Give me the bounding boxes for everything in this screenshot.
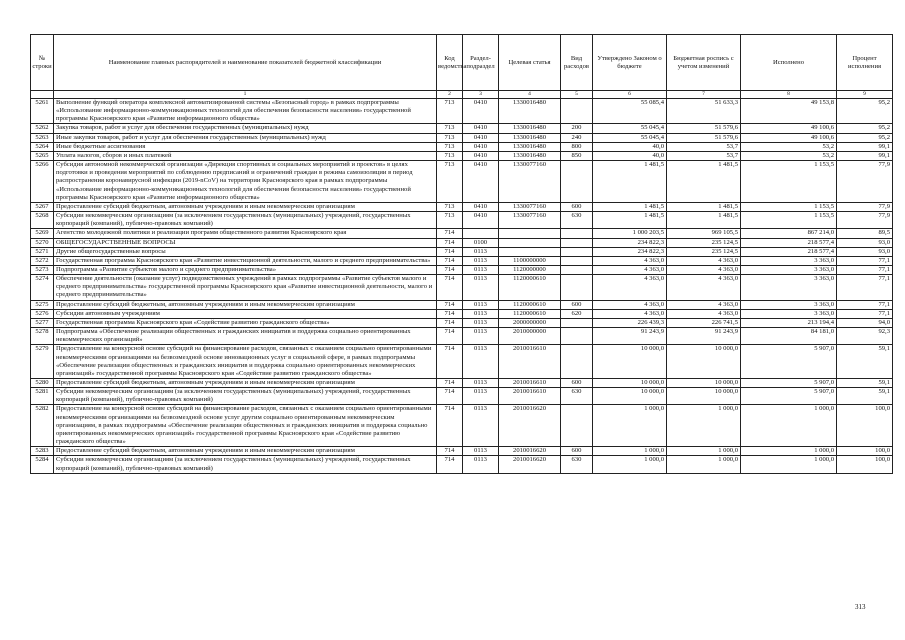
schedule-amount-cell: 4 363,0 xyxy=(667,309,741,318)
execution-percent-cell: 95,2 xyxy=(837,124,893,133)
execution-percent-cell: 77,9 xyxy=(837,161,893,203)
department-code-cell: 714 xyxy=(437,275,463,300)
execution-percent-cell: 93,0 xyxy=(837,247,893,256)
schedule-amount-cell: 10 000,0 xyxy=(667,345,741,379)
header-executed: Исполнено xyxy=(741,35,837,91)
approved-amount-cell: 1 000,0 xyxy=(593,405,667,447)
expense-type-cell xyxy=(561,99,593,124)
section-code-cell: 0113 xyxy=(463,265,499,274)
table-row xyxy=(31,212,893,229)
section-code-cell: 0113 xyxy=(463,318,499,327)
indicator-name-cell: Субсидии автономным учреждениям xyxy=(54,309,437,318)
department-code-cell: 713 xyxy=(437,202,463,211)
expense-type-cell xyxy=(561,405,593,447)
department-code-cell: 714 xyxy=(437,447,463,456)
row-number-cell: 5277 xyxy=(31,318,54,327)
department-code-cell: 714 xyxy=(437,300,463,309)
approved-amount-cell: 55 085,4 xyxy=(593,99,667,124)
header-name: Наименование главных распорядителей и наименование показателей бюджетной классификации xyxy=(54,35,437,91)
row-number-cell: 5267 xyxy=(31,202,54,211)
department-code-cell: 714 xyxy=(437,309,463,318)
approved-amount-cell: 4 363,0 xyxy=(593,300,667,309)
indicator-name-cell: Закупка товаров, работ и услуг для обеспечения государственных (муниципальных) нужд xyxy=(54,124,437,133)
indicator-name-cell: Государственная программа Красноярского края «Развитие инвестиционной деятельности, малого и среднего предпринимательства» xyxy=(54,256,437,265)
expense-type-cell xyxy=(561,161,593,203)
indicator-name-cell: ОБЩЕГОСУДАРСТВЕННЫЕ ВОПРОСЫ xyxy=(54,238,437,247)
approved-amount-cell: 1 000,0 xyxy=(593,447,667,456)
department-code-cell: 713 xyxy=(437,212,463,229)
header-target-article: Целевая статья xyxy=(499,35,561,91)
row-number-cell: 5270 xyxy=(31,238,54,247)
section-code-cell: 0410 xyxy=(463,161,499,203)
department-code-cell: 714 xyxy=(437,388,463,405)
schedule-amount-cell: 51 579,6 xyxy=(667,133,741,142)
target-article-cell: 1120000610 xyxy=(499,275,561,300)
approved-amount-cell: 55 045,4 xyxy=(593,124,667,133)
section-code-cell: 0113 xyxy=(463,328,499,345)
row-number-cell: 5278 xyxy=(31,328,54,345)
schedule-amount-cell: 1 000,0 xyxy=(667,405,741,447)
target-article-cell: 2010016610 xyxy=(499,388,561,405)
schedule-amount-cell: 4 363,0 xyxy=(667,256,741,265)
target-article-cell: 1330077160 xyxy=(499,161,561,203)
target-article-cell: 2010016620 xyxy=(499,447,561,456)
table-row xyxy=(31,202,893,211)
target-article-cell: 1330077160 xyxy=(499,202,561,211)
execution-percent-cell: 77,9 xyxy=(837,202,893,211)
expense-type-cell: 630 xyxy=(561,212,593,229)
row-number-cell: 5261 xyxy=(31,99,54,124)
table-row xyxy=(31,256,893,265)
executed-amount-cell: 3 363,0 xyxy=(741,275,837,300)
header-row-number: № строки xyxy=(31,35,54,91)
table-row xyxy=(31,142,893,151)
approved-amount-cell: 40,0 xyxy=(593,142,667,151)
section-code-cell: 0410 xyxy=(463,202,499,211)
column-number: 7 xyxy=(667,91,741,99)
row-number-cell: 5269 xyxy=(31,229,54,238)
executed-amount-cell: 1 153,5 xyxy=(741,202,837,211)
indicator-name-cell: Субсидия автономной некоммерческой организации «Дирекция спортивных и социальных мероприятий и проектов» в целях подготовки и проведения мероприятий по соблюдению предписаний и ограничений граждан в режима самоизоляции в период распространения коронавирусной инфекции (2019-nCoV) на территории Красноярского края в рамках подпрограммы «Использование информационно-коммуникационных технологий для обеспечения безопасности населения» государственной программы Красноярского края «Развитие информационного общества» xyxy=(54,161,437,203)
schedule-amount-cell: 10 000,0 xyxy=(667,388,741,405)
target-article-cell: 2000000000 xyxy=(499,318,561,327)
executed-amount-cell: 3 363,0 xyxy=(741,309,837,318)
schedule-amount-cell: 4 363,0 xyxy=(667,265,741,274)
executed-amount-cell: 49 153,8 xyxy=(741,99,837,124)
budget-table xyxy=(30,34,893,474)
approved-amount-cell: 226 439,3 xyxy=(593,318,667,327)
indicator-name-cell: Иные бюджетные ассигнования xyxy=(54,142,437,151)
expense-type-cell xyxy=(561,229,593,238)
execution-percent-cell: 59,1 xyxy=(837,379,893,388)
indicator-name-cell: Предоставление субсидий бюджетным, автономным учреждениям и иным некоммерческим организациям xyxy=(54,447,437,456)
execution-percent-cell: 94,0 xyxy=(837,318,893,327)
executed-amount-cell: 3 363,0 xyxy=(741,256,837,265)
section-code-cell: 0113 xyxy=(463,447,499,456)
execution-percent-cell: 89,5 xyxy=(837,229,893,238)
expense-type-cell: 200 xyxy=(561,124,593,133)
row-number-cell: 5273 xyxy=(31,265,54,274)
execution-percent-cell: 77,1 xyxy=(837,300,893,309)
section-code-cell: 0113 xyxy=(463,405,499,447)
approved-amount-cell: 10 000,0 xyxy=(593,379,667,388)
expense-type-cell: 850 xyxy=(561,151,593,160)
execution-percent-cell: 93,0 xyxy=(837,238,893,247)
section-code-cell: 0410 xyxy=(463,99,499,124)
execution-percent-cell: 77,1 xyxy=(837,309,893,318)
expense-type-cell: 600 xyxy=(561,379,593,388)
expense-type-cell xyxy=(561,256,593,265)
schedule-amount-cell: 10 000,0 xyxy=(667,379,741,388)
approved-amount-cell: 4 363,0 xyxy=(593,275,667,300)
section-code-cell: 0113 xyxy=(463,247,499,256)
department-code-cell: 713 xyxy=(437,161,463,203)
execution-percent-cell: 100,0 xyxy=(837,456,893,473)
row-number-cell: 5262 xyxy=(31,124,54,133)
execution-percent-cell: 77,1 xyxy=(837,256,893,265)
indicator-name-cell: Иные закупки товаров, работ и услуг для обеспечения государственных (муниципальных) нужд xyxy=(54,133,437,142)
column-number: 5 xyxy=(561,91,593,99)
executed-amount-cell: 218 577,4 xyxy=(741,238,837,247)
target-article-cell: 1330016480 xyxy=(499,142,561,151)
approved-amount-cell: 1 481,5 xyxy=(593,212,667,229)
executed-amount-cell: 218 577,4 xyxy=(741,247,837,256)
schedule-amount-cell: 969 105,5 xyxy=(667,229,741,238)
row-number-cell: 5264 xyxy=(31,142,54,151)
table-row xyxy=(31,447,893,456)
indicator-name-cell: Предоставление субсидий бюджетным, автономным учреждениям и иным некоммерческим организациям xyxy=(54,300,437,309)
section-code-cell: 0410 xyxy=(463,124,499,133)
table-row xyxy=(31,275,893,300)
target-article-cell: 1120000610 xyxy=(499,300,561,309)
department-code-cell: 713 xyxy=(437,142,463,151)
target-article-cell: 1330016480 xyxy=(499,133,561,142)
execution-percent-cell: 59,1 xyxy=(837,345,893,379)
execution-percent-cell: 59,1 xyxy=(837,388,893,405)
executed-amount-cell: 1 153,5 xyxy=(741,161,837,203)
expense-type-cell: 600 xyxy=(561,447,593,456)
expense-type-cell: 600 xyxy=(561,300,593,309)
table-row xyxy=(31,309,893,318)
target-article-cell: 2010016610 xyxy=(499,345,561,379)
expense-type-cell xyxy=(561,265,593,274)
column-number: 8 xyxy=(741,91,837,99)
approved-amount-cell: 55 045,4 xyxy=(593,133,667,142)
executed-amount-cell: 1 153,5 xyxy=(741,212,837,229)
table-row xyxy=(31,405,893,447)
department-code-cell: 714 xyxy=(437,229,463,238)
executed-amount-cell: 53,2 xyxy=(741,151,837,160)
schedule-amount-cell: 53,7 xyxy=(667,142,741,151)
row-number-cell: 5263 xyxy=(31,133,54,142)
table-row xyxy=(31,161,893,203)
row-number-cell: 5268 xyxy=(31,212,54,229)
approved-amount-cell: 1 000,0 xyxy=(593,456,667,473)
target-article-cell: 1330016480 xyxy=(499,99,561,124)
section-code-cell: 0113 xyxy=(463,256,499,265)
table-row xyxy=(31,328,893,345)
schedule-amount-cell: 53,7 xyxy=(667,151,741,160)
schedule-amount-cell: 51 633,3 xyxy=(667,99,741,124)
approved-amount-cell: 1 481,5 xyxy=(593,202,667,211)
indicator-name-cell: Субсидии некоммерческим организациям (за исключением государственных (муниципальных) учреждений, государственных корпораций (компаний), публично-правовых компаний) xyxy=(54,456,437,473)
indicator-name-cell: Агентство молодежной политики и реализации программ общественного развития Красноярского края xyxy=(54,229,437,238)
approved-amount-cell: 234 822,3 xyxy=(593,238,667,247)
column-number: 1 xyxy=(54,91,437,99)
header-section: Раздел-подраздел xyxy=(463,35,499,91)
table-row xyxy=(31,456,893,473)
department-code-cell: 714 xyxy=(437,328,463,345)
executed-amount-cell: 84 181,0 xyxy=(741,328,837,345)
department-code-cell: 713 xyxy=(437,133,463,142)
section-code-cell: 0113 xyxy=(463,345,499,379)
section-code-cell: 0100 xyxy=(463,238,499,247)
row-number-cell: 5265 xyxy=(31,151,54,160)
execution-percent-cell: 95,2 xyxy=(837,99,893,124)
department-code-cell: 713 xyxy=(437,151,463,160)
page-number: 313 xyxy=(855,603,866,611)
indicator-name-cell: Подпрограмма «Обеспечение реализации общественных и гражданских инициатив и поддержка социально ориентированных некоммерческих организаций» xyxy=(54,328,437,345)
execution-percent-cell: 95,2 xyxy=(837,133,893,142)
column-number: 9 xyxy=(837,91,893,99)
schedule-amount-cell: 1 000,0 xyxy=(667,456,741,473)
schedule-amount-cell: 4 363,0 xyxy=(667,275,741,300)
schedule-amount-cell: 1 000,0 xyxy=(667,447,741,456)
row-number-cell: 5266 xyxy=(31,161,54,203)
expense-type-cell: 630 xyxy=(561,456,593,473)
indicator-name-cell: Государственная программа Красноярского края «Содействие развитию гражданского общества» xyxy=(54,318,437,327)
executed-amount-cell: 1 000,0 xyxy=(741,447,837,456)
target-article-cell xyxy=(499,238,561,247)
target-article-cell xyxy=(499,229,561,238)
expense-type-cell xyxy=(561,275,593,300)
section-code-cell: 0113 xyxy=(463,379,499,388)
executed-amount-cell: 867 214,0 xyxy=(741,229,837,238)
target-article-cell: 1330016480 xyxy=(499,124,561,133)
executed-amount-cell: 1 000,0 xyxy=(741,405,837,447)
indicator-name-cell: Предоставление субсидий бюджетным, автономным учреждениям и иным некоммерческим организациям xyxy=(54,202,437,211)
executed-amount-cell: 49 100,6 xyxy=(741,124,837,133)
target-article-cell: 1330016480 xyxy=(499,151,561,160)
table-row xyxy=(31,388,893,405)
execution-percent-cell: 77,1 xyxy=(837,265,893,274)
executed-amount-cell: 213 194,4 xyxy=(741,318,837,327)
department-code-cell: 714 xyxy=(437,318,463,327)
schedule-amount-cell: 51 579,6 xyxy=(667,124,741,133)
table-row xyxy=(31,318,893,327)
approved-amount-cell: 1 481,5 xyxy=(593,161,667,203)
header-approved: Утверждено Законом о бюджете xyxy=(593,35,667,91)
expense-type-cell xyxy=(561,318,593,327)
target-article-cell: 1100000000 xyxy=(499,256,561,265)
table-row xyxy=(31,229,893,238)
row-number-cell: 5280 xyxy=(31,379,54,388)
schedule-amount-cell: 235 124,5 xyxy=(667,247,741,256)
target-article-cell: 2010016610 xyxy=(499,379,561,388)
table-row xyxy=(31,133,893,142)
section-code-cell: 0113 xyxy=(463,456,499,473)
target-article-cell: 1120000000 xyxy=(499,265,561,274)
department-code-cell: 714 xyxy=(437,256,463,265)
row-number-cell: 5275 xyxy=(31,300,54,309)
schedule-amount-cell: 1 481,5 xyxy=(667,212,741,229)
indicator-name-cell: Субсидии некоммерческим организациям (за исключением государственных (муниципальных) учреждений, государственных корпораций (компаний), публично-правовых компаний) xyxy=(54,212,437,229)
executed-amount-cell: 53,2 xyxy=(741,142,837,151)
row-number-cell: 5274 xyxy=(31,275,54,300)
expense-type-cell xyxy=(561,328,593,345)
department-code-cell: 714 xyxy=(437,247,463,256)
header-budget-schedule: Бюджетная роспись с учетом изменений xyxy=(667,35,741,91)
approved-amount-cell: 40,0 xyxy=(593,151,667,160)
expense-type-cell xyxy=(561,247,593,256)
column-number: 6 xyxy=(593,91,667,99)
execution-percent-cell: 99,1 xyxy=(837,151,893,160)
execution-percent-cell: 100,0 xyxy=(837,405,893,447)
target-article-cell xyxy=(499,247,561,256)
execution-percent-cell: 92,3 xyxy=(837,328,893,345)
indicator-name-cell: Другие общегосударственные вопросы xyxy=(54,247,437,256)
department-code-cell: 713 xyxy=(437,124,463,133)
header-expense-type: Вид расходов xyxy=(561,35,593,91)
indicator-name-cell: Выполнение функций оператора комплексной автоматизированной системы «Безопасный город» в рамках подпрограммы «Использование информационно-коммуникационных технологий для обеспечения безопасности населения» государственной программы Красноярского края «Развитие информационного общества» xyxy=(54,99,437,124)
target-article-cell: 2010000000 xyxy=(499,328,561,345)
executed-amount-cell: 5 907,0 xyxy=(741,345,837,379)
row-number-cell: 5282 xyxy=(31,405,54,447)
executed-amount-cell: 3 363,0 xyxy=(741,300,837,309)
column-number: 3 xyxy=(463,91,499,99)
expense-type-cell xyxy=(561,238,593,247)
expense-type-cell: 800 xyxy=(561,142,593,151)
table-row xyxy=(31,124,893,133)
execution-percent-cell: 77,9 xyxy=(837,212,893,229)
indicator-name-cell: Субсидии некоммерческим организациям (за исключением государственных (муниципальных) учреждений, государственных корпораций (компаний), публично-правовых компаний) xyxy=(54,388,437,405)
schedule-amount-cell: 1 481,5 xyxy=(667,161,741,203)
budget-report-page xyxy=(30,34,893,474)
row-number-cell: 5271 xyxy=(31,247,54,256)
row-number-cell: 5276 xyxy=(31,309,54,318)
column-number: 2 xyxy=(437,91,463,99)
executed-amount-cell: 49 100,6 xyxy=(741,133,837,142)
target-article-cell: 1330077160 xyxy=(499,212,561,229)
table-row xyxy=(31,247,893,256)
approved-amount-cell: 4 363,0 xyxy=(593,256,667,265)
target-article-cell: 2010016620 xyxy=(499,456,561,473)
indicator-name-cell: Предоставление на конкурсной основе субсидий на финансирование расходов, связанных с оказанием социально ориентированными некоммерческими организациями на безвозмездной основе услуг другим социально ориентированным некоммерческим организациям, в рамках подпрограммы «Обеспечение реализации общественных и гражданских инициатив и поддержка социально ориентированных некоммерческих организаций» государственной программы Красноярского края «Содействие развитию гражданского общества» xyxy=(54,405,437,447)
row-number-cell: 5283 xyxy=(31,447,54,456)
department-code-cell: 714 xyxy=(437,238,463,247)
execution-percent-cell: 99,1 xyxy=(837,142,893,151)
indicator-name-cell: Уплата налогов, сборов и иных платежей xyxy=(54,151,437,160)
column-number: 4 xyxy=(499,91,561,99)
header-percent: Процент исполнения xyxy=(837,35,893,91)
approved-amount-cell: 234 822,3 xyxy=(593,247,667,256)
execution-percent-cell: 77,1 xyxy=(837,275,893,300)
section-code-cell: 0113 xyxy=(463,388,499,405)
department-code-cell: 714 xyxy=(437,405,463,447)
target-article-cell: 2010016620 xyxy=(499,405,561,447)
target-article-cell: 1120000610 xyxy=(499,309,561,318)
indicator-name-cell: Предоставление субсидий бюджетным, автономным учреждениям и иным некоммерческим организациям xyxy=(54,379,437,388)
executed-amount-cell: 3 363,0 xyxy=(741,265,837,274)
row-number-cell: 5272 xyxy=(31,256,54,265)
schedule-amount-cell: 91 243,9 xyxy=(667,328,741,345)
row-number-cell: 5279 xyxy=(31,345,54,379)
department-code-cell: 713 xyxy=(437,99,463,124)
department-code-cell: 714 xyxy=(437,379,463,388)
execution-percent-cell: 100,0 xyxy=(837,447,893,456)
approved-amount-cell: 1 000 203,5 xyxy=(593,229,667,238)
header-department-code: Код ведомства xyxy=(437,35,463,91)
table-row xyxy=(31,99,893,124)
column-number-row xyxy=(31,91,893,99)
schedule-amount-cell: 1 481,5 xyxy=(667,202,741,211)
expense-type-cell: 630 xyxy=(561,388,593,405)
executed-amount-cell: 1 000,0 xyxy=(741,456,837,473)
table-row xyxy=(31,151,893,160)
expense-type-cell xyxy=(561,345,593,379)
section-code-cell: 0113 xyxy=(463,275,499,300)
expense-type-cell: 620 xyxy=(561,309,593,318)
section-code-cell: 0410 xyxy=(463,151,499,160)
schedule-amount-cell: 235 124,5 xyxy=(667,238,741,247)
table-body xyxy=(31,99,893,474)
row-number-cell: 5284 xyxy=(31,456,54,473)
approved-amount-cell: 10 000,0 xyxy=(593,388,667,405)
expense-type-cell: 600 xyxy=(561,202,593,211)
section-code-cell: 0113 xyxy=(463,309,499,318)
approved-amount-cell: 91 243,9 xyxy=(593,328,667,345)
section-code-cell: 0410 xyxy=(463,212,499,229)
approved-amount-cell: 4 363,0 xyxy=(593,265,667,274)
schedule-amount-cell: 4 363,0 xyxy=(667,300,741,309)
section-code-cell: 0113 xyxy=(463,300,499,309)
table-row xyxy=(31,345,893,379)
executed-amount-cell: 5 907,0 xyxy=(741,379,837,388)
expense-type-cell: 240 xyxy=(561,133,593,142)
table-row xyxy=(31,300,893,309)
schedule-amount-cell: 226 741,5 xyxy=(667,318,741,327)
table-row xyxy=(31,238,893,247)
approved-amount-cell: 10 000,0 xyxy=(593,345,667,379)
approved-amount-cell: 4 363,0 xyxy=(593,309,667,318)
department-code-cell: 714 xyxy=(437,265,463,274)
table-row xyxy=(31,379,893,388)
department-code-cell: 714 xyxy=(437,456,463,473)
executed-amount-cell: 5 907,0 xyxy=(741,388,837,405)
department-code-cell: 714 xyxy=(437,345,463,379)
row-number-cell: 5281 xyxy=(31,388,54,405)
table-header-row xyxy=(31,35,893,91)
section-code-cell xyxy=(463,229,499,238)
section-code-cell: 0410 xyxy=(463,133,499,142)
indicator-name-cell: Обеспечение деятельности (оказание услуг) подведомственных учреждений в рамках подпрограммы «Развитие субъектов малого и среднего предпринимательства» государственной программы Красноярского края «Развитие инвестиционной деятельности, малого и среднего предпринимательства» xyxy=(54,275,437,300)
table-row xyxy=(31,265,893,274)
indicator-name-cell: Предоставление на конкурсной основе субсидий на финансирование расходов, связанных с оказанием социально ориентированными некоммерческими организациями на безвозмездной основе инновационных услуг в социальной сфере, в рамках подпрограммы «Обеспечение реализации общественных и гражданских инициатив и поддержка социально ориентированных некоммерческих организаций» государственной программы Красноярского края «Содействие развитию гражданского общества» xyxy=(54,345,437,379)
column-number xyxy=(31,91,54,99)
indicator-name-cell: Подпрограмма «Развитие субъектов малого и среднего предпринимательства» xyxy=(54,265,437,274)
section-code-cell: 0410 xyxy=(463,142,499,151)
